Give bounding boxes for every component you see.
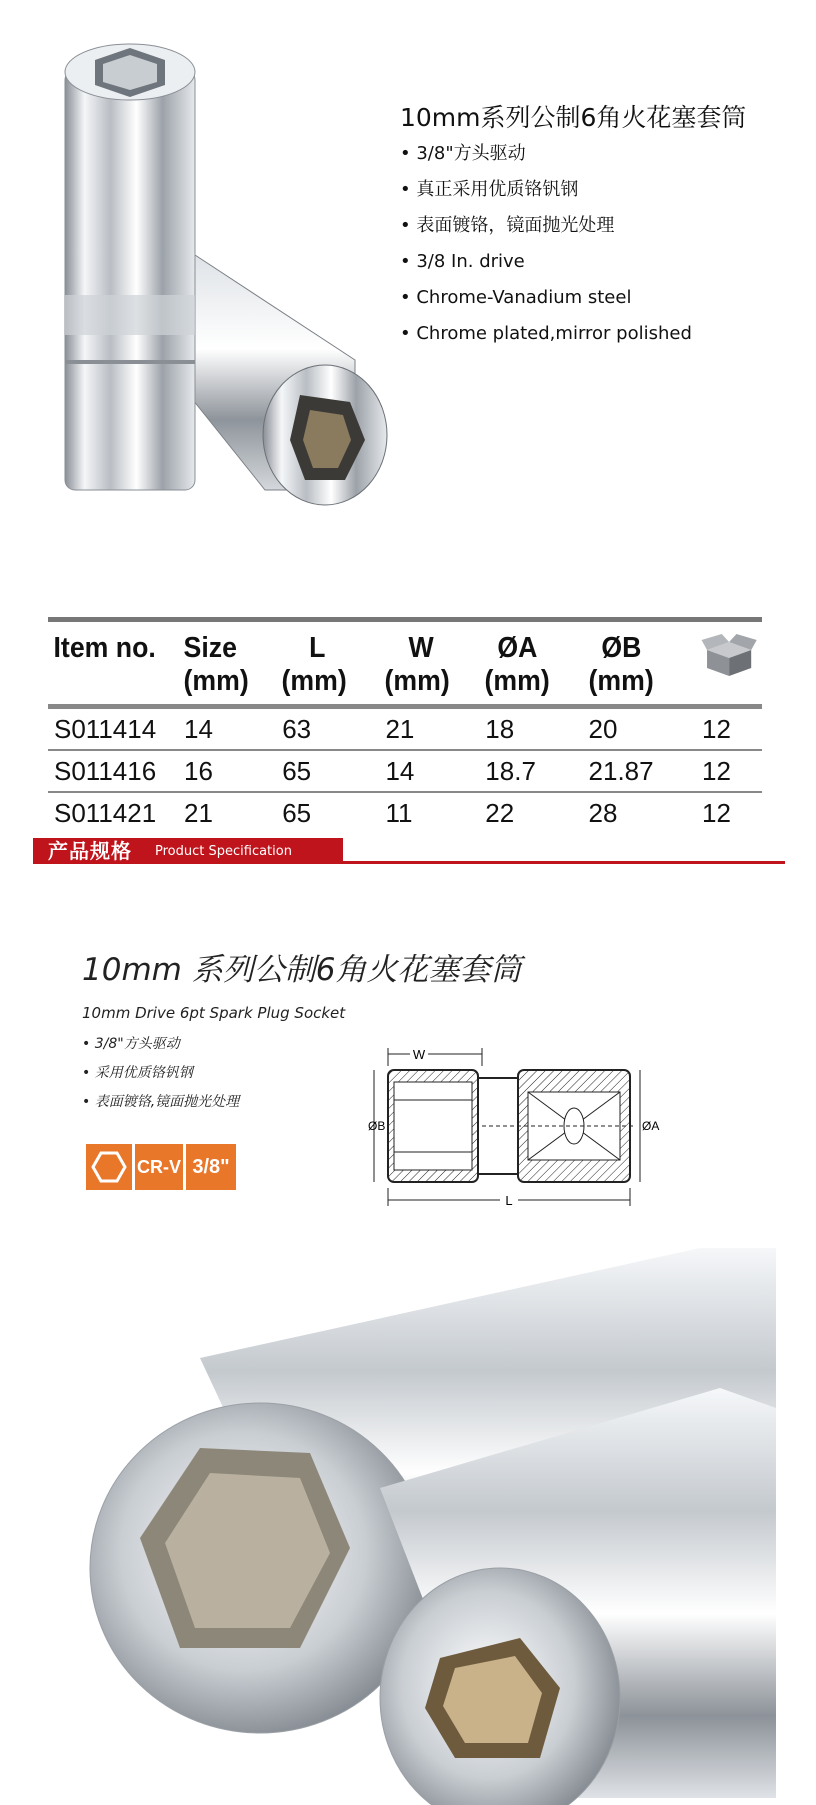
feature-item: • Chrome-Vanadium steel: [400, 280, 692, 316]
header-oa: [479, 620, 574, 707]
spec-table: [48, 617, 762, 833]
dim-w-label: W: [412, 1047, 426, 1062]
feature-item: • 3/8"方头驱动: [82, 1030, 239, 1059]
cell-size: 16: [178, 750, 276, 792]
dim-l-label: L: [505, 1193, 513, 1208]
cell-item-no: S011416: [48, 750, 178, 792]
header-item-no: [48, 620, 168, 707]
product-title: 10mm系列公制6角火花塞套筒: [400, 103, 747, 132]
cell-l: 65: [276, 750, 379, 792]
cell-oa: 18: [479, 707, 582, 751]
socket-product-photo: [55, 30, 455, 550]
cell-item-no: S011414: [48, 707, 178, 751]
hexagon-icon: [92, 1150, 126, 1184]
section-feature-list: [82, 1030, 239, 1117]
cell-pack: 12: [696, 707, 762, 751]
header-unit: (mm): [588, 665, 654, 697]
header-size: [178, 620, 268, 707]
header-label: ØB: [600, 632, 641, 664]
cell-oa: 22: [479, 792, 582, 833]
cell-w: 11: [379, 792, 479, 833]
cell-w: 21: [379, 707, 479, 751]
feature-item: • 表面镀铬，镜面抛光处理: [400, 208, 692, 244]
spec-badges: [86, 1144, 236, 1190]
header-unit: (mm): [183, 665, 249, 697]
feature-item: • 表面镀铬,镜面抛光处理: [82, 1088, 239, 1117]
header-label: ØA: [497, 632, 538, 664]
socket-closeup-photo: [80, 1238, 776, 1798]
feature-item: • 真正采用优质铬钒钢: [400, 172, 692, 208]
header-label: W: [408, 632, 435, 664]
table-row: [48, 707, 762, 751]
cell-l: 65: [276, 792, 379, 833]
cell-ob: 20: [583, 707, 696, 751]
dim-a-label: ØA: [642, 1119, 660, 1133]
header-unit: (mm): [281, 665, 347, 697]
feature-item: • Chrome plated,mirror polished: [400, 316, 692, 352]
cell-ob: 21.87: [583, 750, 696, 792]
socket-dimension-diagram: [368, 1040, 724, 1218]
feature-item: • 3/8"方头驱动: [400, 136, 692, 172]
section-title: 10mm 系列公制6角火花塞套筒: [82, 952, 522, 988]
material-badge: CR-V: [135, 1144, 183, 1190]
header-pack: [696, 620, 757, 707]
table-header-row: [48, 620, 762, 707]
table-row: [48, 750, 762, 792]
header-w: [379, 620, 471, 707]
dim-b-label: ØB: [368, 1119, 386, 1133]
header-l: [276, 620, 371, 707]
box-icon: [702, 632, 757, 678]
header-label: Size: [183, 632, 237, 664]
feature-list: [400, 136, 692, 352]
cell-size: 14: [178, 707, 276, 751]
banner-title-cn: 产品规格: [48, 839, 132, 863]
cell-ob: 28: [583, 792, 696, 833]
cell-oa: 18.7: [479, 750, 582, 792]
cell-size: 21: [178, 792, 276, 833]
header-unit: (mm): [384, 665, 451, 697]
header-label: L: [309, 632, 326, 664]
cell-item-no: S011421: [48, 792, 178, 833]
header-ob: [583, 620, 687, 707]
banner-title-en: Product Specification: [155, 844, 292, 859]
section-subtitle: 10mm Drive 6pt Spark Plug Socket: [82, 1004, 346, 1022]
feature-item: • 采用优质铬钒钢: [82, 1059, 239, 1088]
feature-item: • 3/8 In. drive: [400, 244, 692, 280]
hexagon-icon: [86, 1144, 132, 1190]
cell-pack: 12: [696, 750, 762, 792]
cell-w: 14: [379, 750, 479, 792]
cell-l: 63: [276, 707, 379, 751]
drive-badge: 3/8": [186, 1144, 236, 1190]
header-label: Item no.: [53, 632, 156, 664]
cell-pack: 12: [696, 792, 762, 833]
header-unit: (mm): [484, 665, 551, 697]
table-row: [48, 792, 762, 833]
